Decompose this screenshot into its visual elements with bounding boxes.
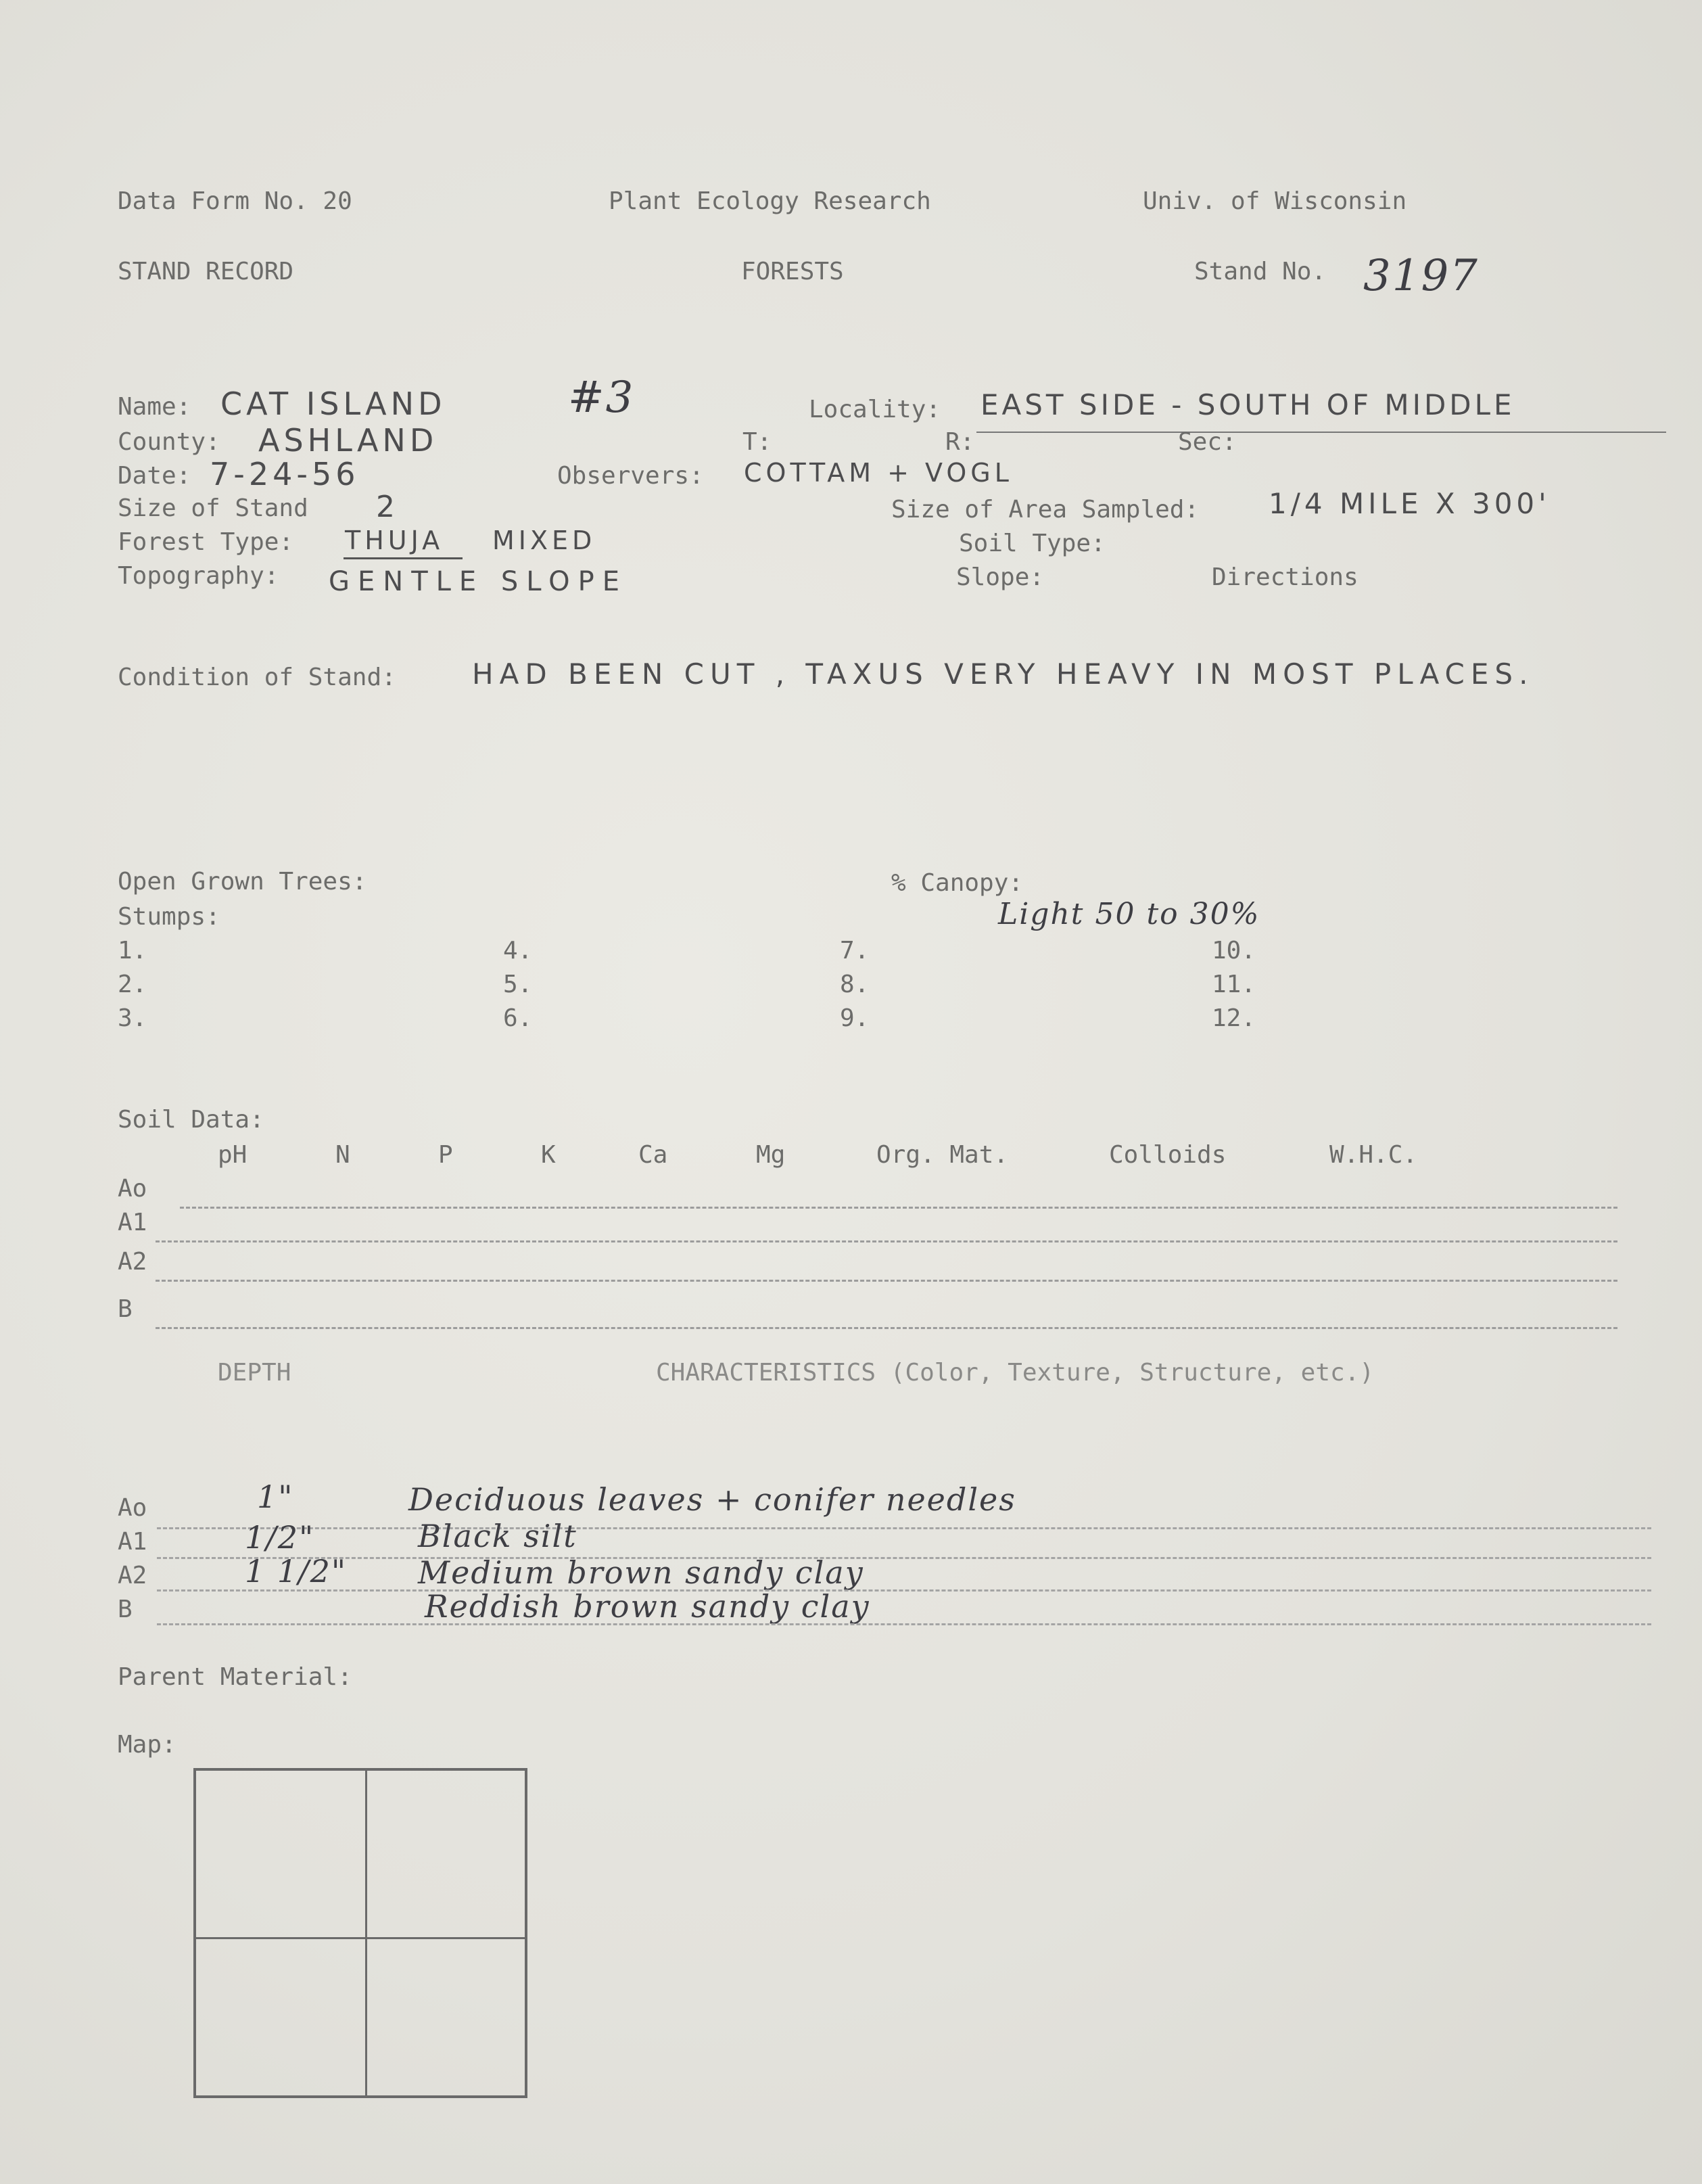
horizon-description: Medium brown sandy clay bbox=[418, 1554, 864, 1591]
parent-material-label: Parent Material: bbox=[118, 1663, 352, 1691]
forests-label: FORESTS bbox=[741, 258, 844, 285]
soil-row-line bbox=[156, 1280, 1617, 1282]
horizon-description: Reddish brown sandy clay bbox=[425, 1588, 870, 1625]
stand-number-value: 3197 bbox=[1363, 251, 1479, 301]
soil-row-line bbox=[156, 1240, 1617, 1242]
soil-data-label: Soil Data: bbox=[118, 1106, 264, 1134]
county-value: ASHLAND bbox=[258, 422, 438, 459]
size-of-area-value: 1/4 MILE X 300' bbox=[1269, 487, 1551, 520]
soil-row-label: A1 bbox=[118, 1209, 147, 1236]
name-label: Name: bbox=[118, 393, 191, 421]
characteristics-label: CHARACTERISTICS (Color, Texture, Structure, etc.) bbox=[656, 1359, 1375, 1387]
stump-number: 1. bbox=[118, 937, 147, 965]
horizon-line bbox=[157, 1557, 1651, 1559]
stump-number: 7. bbox=[840, 937, 870, 965]
forest-type-label: Forest Type: bbox=[118, 528, 294, 556]
name-number: #3 bbox=[568, 373, 635, 423]
directions-label: Directions bbox=[1212, 563, 1358, 591]
stand-number-label: Stand No. bbox=[1194, 258, 1327, 285]
observers-label: Observers: bbox=[557, 462, 704, 490]
stump-number: 8. bbox=[840, 971, 870, 998]
soil-col-header: N bbox=[335, 1141, 350, 1169]
locality-value: EAST SIDE - SOUTH OF MIDDLE bbox=[980, 388, 1515, 421]
horizon-line bbox=[157, 1589, 1651, 1591]
stump-number: 5. bbox=[503, 971, 533, 998]
size-of-stand-label: Size of Stand bbox=[118, 494, 308, 522]
condition-label: Condition of Stand: bbox=[118, 664, 396, 691]
soil-col-header: W.H.C. bbox=[1329, 1141, 1418, 1169]
forest-type-value-thuja: THUJA bbox=[345, 526, 444, 555]
section-label: Sec: bbox=[1178, 428, 1237, 456]
depth-label: DEPTH bbox=[218, 1359, 291, 1387]
size-of-area-label: Size of Area Sampled: bbox=[891, 496, 1200, 524]
stump-number: 4. bbox=[503, 937, 533, 965]
locality-underline bbox=[976, 432, 1666, 433]
soil-type-label: Soil Type: bbox=[959, 530, 1106, 557]
form-number: Data Form No. 20 bbox=[118, 187, 352, 215]
stand-record-label: STAND RECORD bbox=[118, 258, 294, 285]
horizon-code: A2 bbox=[118, 1562, 147, 1589]
topography-value: GENTLE SLOPE bbox=[329, 566, 628, 597]
stump-number: 10. bbox=[1212, 937, 1256, 965]
condition-value: HAD BEEN CUT , TAXUS VERY HEAVY IN MOST PLACES. bbox=[472, 657, 1534, 691]
horizon-line bbox=[157, 1527, 1651, 1529]
township-label: T: bbox=[742, 428, 772, 456]
size-of-stand-value: 2 bbox=[376, 490, 399, 524]
soil-col-header: K bbox=[541, 1141, 556, 1169]
canopy-value: Light 50 to 30% bbox=[998, 897, 1260, 931]
soil-row-label: A2 bbox=[118, 1248, 147, 1276]
thuja-underline bbox=[344, 557, 463, 559]
stump-number: 2. bbox=[118, 971, 147, 998]
horizon-depth: 1 1/2" bbox=[245, 1553, 348, 1589]
horizon-code: B bbox=[118, 1596, 133, 1623]
map-grid bbox=[193, 1768, 527, 2098]
stump-number: 12. bbox=[1212, 1004, 1256, 1032]
stump-number: 6. bbox=[503, 1004, 533, 1032]
horizon-line bbox=[157, 1623, 1651, 1625]
horizon-depth: 1" bbox=[257, 1479, 294, 1515]
stumps-label: Stumps: bbox=[118, 903, 220, 931]
slope-label: Slope: bbox=[956, 563, 1045, 591]
stump-number: 9. bbox=[840, 1004, 870, 1032]
map-vertical-divider bbox=[365, 1771, 367, 2095]
canopy-label: % Canopy: bbox=[891, 869, 1024, 897]
horizon-code: Ao bbox=[118, 1494, 147, 1522]
soil-col-header: Mg bbox=[756, 1141, 786, 1169]
research-title: Plant Ecology Research bbox=[609, 187, 931, 215]
map-label: Map: bbox=[118, 1731, 176, 1759]
locality-label: Locality: bbox=[809, 396, 941, 423]
soil-col-header: Org. Mat. bbox=[876, 1141, 1009, 1169]
county-label: County: bbox=[118, 428, 220, 456]
forest-type-value-mixed: MIXED bbox=[492, 526, 596, 555]
soil-col-header: P bbox=[438, 1141, 453, 1169]
soil-col-header: pH bbox=[218, 1141, 247, 1169]
map-horizontal-divider bbox=[196, 1937, 525, 1939]
soil-row-label: Ao bbox=[118, 1175, 147, 1203]
open-grown-trees-label: Open Grown Trees: bbox=[118, 868, 367, 896]
date-label: Date: bbox=[118, 462, 191, 490]
stump-number: 11. bbox=[1212, 971, 1256, 998]
university-name: Univ. of Wisconsin bbox=[1143, 187, 1407, 215]
stump-number: 3. bbox=[118, 1004, 147, 1032]
range-label: R: bbox=[945, 428, 975, 456]
soil-col-header: Colloids bbox=[1109, 1141, 1227, 1169]
name-value: CAT ISLAND bbox=[220, 386, 446, 422]
date-value: 7-24-56 bbox=[210, 456, 360, 492]
topography-label: Topography: bbox=[118, 562, 279, 590]
soil-col-header: Ca bbox=[638, 1141, 668, 1169]
horizon-description: Deciduous leaves + conifer needles bbox=[408, 1481, 1016, 1518]
soil-row-label: B bbox=[118, 1295, 133, 1323]
observers-value: COTTAM + VOGL bbox=[744, 458, 1013, 488]
soil-row-line bbox=[180, 1207, 1617, 1209]
horizon-depth: 1/2" bbox=[245, 1519, 315, 1556]
horizon-code: A1 bbox=[118, 1528, 147, 1556]
horizon-description: Black silt bbox=[418, 1518, 577, 1554]
soil-row-line bbox=[156, 1327, 1617, 1329]
